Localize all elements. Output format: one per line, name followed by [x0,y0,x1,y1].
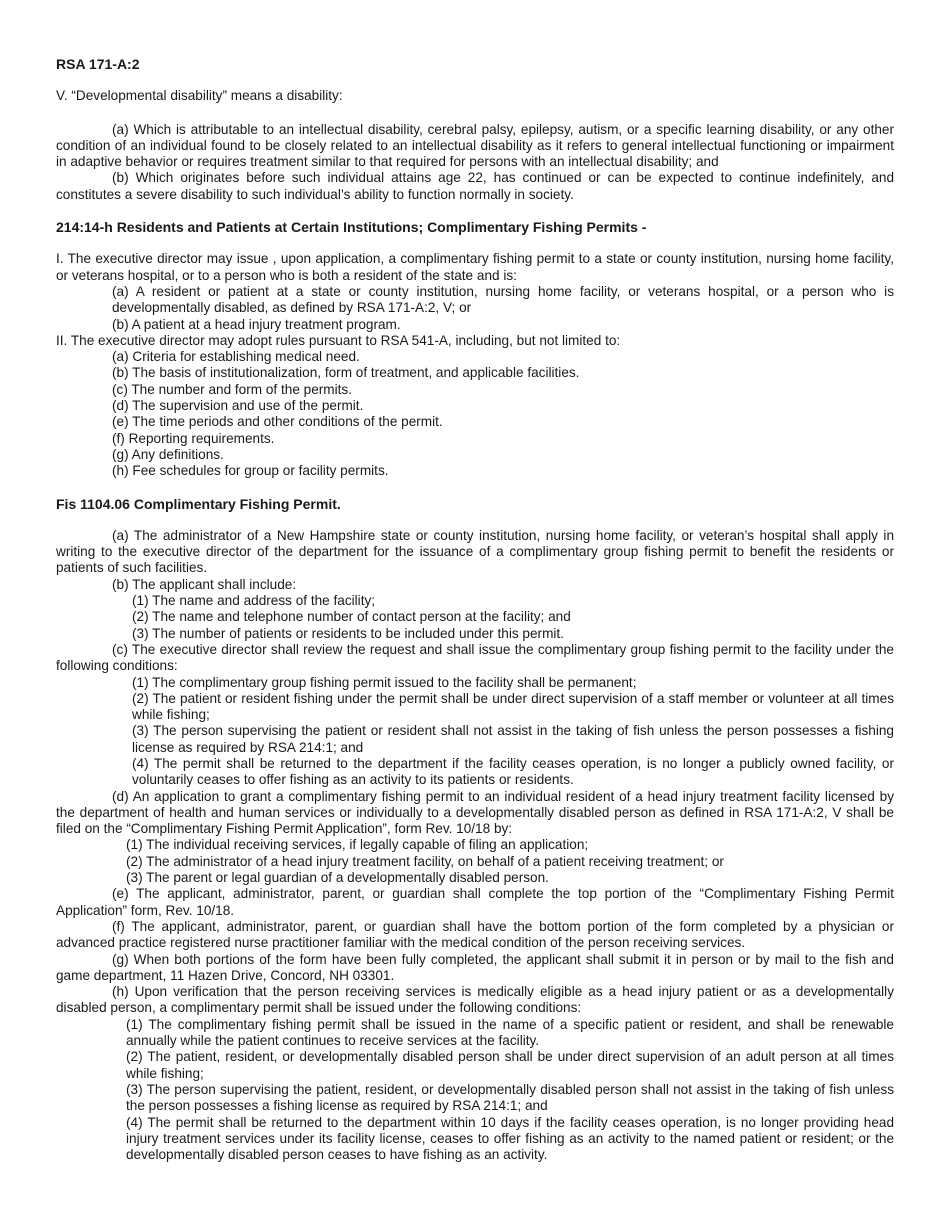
fis-b-subitem: (3) The number of patients or residents to be included under this permit. [132,625,564,641]
fis-item-a: (a) The administrator of a New Hampshire state or county institution, nursing home facility, or veteran’s hospital shall apply in writing to the executive director of the department for the issuance of a complimentary group fishing permit to benefit the residents or patients of such facilities. [56,527,894,576]
rsa171-intro: V. “Developmental disability” means a disability: [56,88,343,104]
fis-h-subitem: (4) The permit shall be returned to the department within 10 days if the facility ceases operation, is no longer providing head injury treatment services under its facility license, ceases to offer fishing as an activity to the named patient or resident; or the developmentally disabled person ceases to have fishing as an activity. [126,1114,894,1163]
rsa214-p2-item: (b) The basis of institutionalization, form of treatment, and applicable facilities. [112,365,580,381]
document-page [56,56,894,1163]
rsa214-p1-item: (a) A resident or patient at a state or county institution, nursing home facility, or veterans hospital, or a person who is developmentally disabled, as defined by RSA 171-A:2, V; or [112,283,894,316]
rsa214-p2-item: (d) The supervision and use of the permit. [112,398,364,414]
rsa214-p2-item: (c) The number and form of the permits. [112,381,353,397]
fis-item-d: (d) An application to grant a complimentary fishing permit to an individual resident of a head injury treatment facility licensed by the department of health and human services or individually to a developmentally disabled person as defined in RSA 171-A:2, V shall be filed on the “Complimentary Fishing Permit Application”, form Rev. 10/18 by: [56,788,894,837]
fis-h-subitem: (1) The complimentary fishing permit shall be issued in the name of a specific patient or resident, and shall be renewable annually while the patient continues to receive services at the facility. [126,1016,894,1049]
fis-h-subitem: (3) The person supervising the patient, resident, or developmentally disabled person shall not assist in the taking of fish unless the person possesses a fishing license as required by RSA 214:1; and [126,1081,894,1114]
fis-d-subitem: (1) The individual receiving services, if legally capable of filing an application; [126,837,589,853]
fis-c-subitem: (4) The permit shall be returned to the department if the facility ceases operation, is no longer a publicly owned facility, or voluntarily ceases to offer fishing as an activity to its patients or residents. [132,755,894,788]
fis-item-h: (h) Upon verification that the person receiving services is medically eligible as a head injury patient or as a developmentally disabled person, a complimentary permit shall be issued under the following conditions: [56,984,894,1016]
rsa171-heading: RSA 171-A:2 [56,56,140,72]
fis-item-g: (g) When both portions of the form have been fully completed, the applicant shall submit it in person or by mail to the fish and game department, 11 Hazen Drive, Concord, NH 03301. [56,951,894,983]
fis-item-b: (b) The applicant shall include: [112,576,297,592]
rsa214-p1-item: (b) A patient at a head injury treatment program. [112,316,401,332]
rsa214-p2-item: (h) Fee schedules for group or facility permits. [112,463,389,479]
fis-b-subitem: (1) The name and address of the facility; [132,593,376,609]
fis-c-subitem: (1) The complimentary group fishing permit issued to the facility shall be permanent; [132,674,637,690]
fis-c-subitem: (3) The person supervising the patient or resident shall not assist in the taking of fish unless the person possesses a fishing license as required by RSA 214:1; and [132,723,894,755]
rsa214-p2-item: (g) Any definitions. [112,446,224,462]
rsa171-item-a: (a) Which is attributable to an intellectual disability, cerebral palsy, epilepsy, autism, or a specific learning disability, or any other condition of an individual found to be closely related to an intellectual disability as it refers to general intellectual functioning or impairment in adaptive behavior or requires treatment similar to that required for persons with an intellectual disability; and [56,121,894,170]
rsa214-heading: 214:14-h Residents and Patients at Certain Institutions; Complimentary Fishing Permits - [56,219,647,236]
fis-item-c: (c) The executive director shall review the request and shall issue the complimentary group fishing permit to the facility under the following conditions: [56,641,894,674]
rsa214-para-2: II. The executive director may adopt rules pursuant to RSA 541-A, including, but not limited to: [56,332,621,348]
fis-d-subitem: (3) The parent or legal guardian of a developmentally disabled person. [126,870,549,886]
fis-item-e: (e) The applicant, administrator, parent, or guardian shall complete the top portion of the “Complimentary Fishing Permit Application” form, Rev. 10/18. [56,886,894,918]
fis-d-subitem: (2) The administrator of a head injury treatment facility, on behalf of a patient receiving treatment; or [126,853,724,869]
fis-h-subitem: (2) The patient, resident, or developmentally disabled person shall be under direct supervision of an adult person at all times while fishing; [126,1049,894,1081]
rsa171-item-b: (b) Which originates before such individual attains age 22, has continued or can be expected to continue indefinitely, and constitutes a severe disability to such individual’s ability to function normally in society. [56,170,894,202]
fis-b-subitem: (2) The name and telephone number of contact person at the facility; and [132,609,571,625]
fis-c-subitem: (2) The patient or resident fishing under the permit shall be under direct supervision of a staff member or volunteer at all times while fishing; [132,690,894,723]
fis-heading: Fis 1104.06 Complimentary Fishing Permit. [56,495,341,512]
rsa214-para-1: I. The executive director may issue , upon application, a complimentary fishing permit to a state or county institution, nursing home facility, or veterans hospital, or to a person who is both a resident of the state and is: [56,251,894,283]
rsa214-p2-item: (a) Criteria for establishing medical need. [112,349,360,365]
fis-item-f: (f) The applicant, administrator, parent, or guardian shall have the bottom portion of the form completed by a physician or advanced practice registered nurse practitioner familiar with the medical condition of the person receiving services. [56,918,894,951]
rsa214-p2-item: (e) The time periods and other conditions of the permit. [112,414,443,430]
rsa214-p2-item: (f) Reporting requirements. [112,430,275,446]
